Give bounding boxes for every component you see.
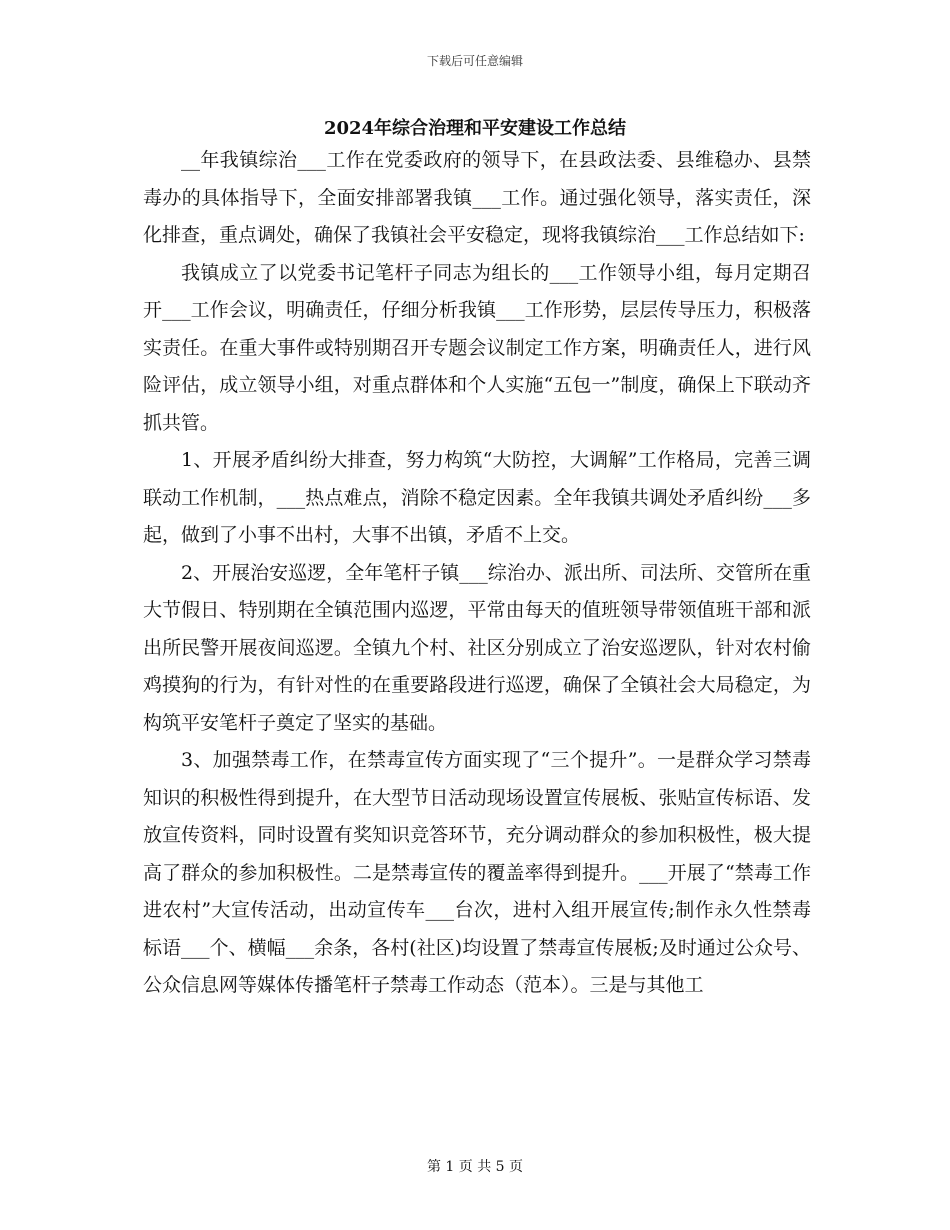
document-title: 2024年综合治理和平安建设工作总结 xyxy=(323,118,627,139)
paragraph-item-1: 1、开展矛盾纠纷大排查，努力构筑“大防控，大调解”工作格局，完善三调联动工作机制，___热点难点，消除不稳定因素。全年我镇共调处矛盾纠纷___多起，做到了小事不出村，大事不出镇，矛盾不上交。 xyxy=(143,449,811,546)
document-body xyxy=(143,142,811,1005)
paragraph-intro: __年我镇综治___工作在党委政府的领导下，在县政法委、县维稳办、县禁毒办的具体指导下，全面安排部署我镇___工作。通过强化领导，落实责任，深化排查，重点调处，确保了我镇社会平安稳定，现将我镇综治___工作总结如下: xyxy=(143,149,811,246)
paragraph-item-2: 2、开展治安巡逻，全年笔杆子镇___综治办、派出所、司法所、交管所在重大节假日、特别期在全镇范围内巡逻，平常由每天的值班领导带领值班干部和派出所民警开展夜间巡逻。全镇九个村、社区分别成立了治安巡逻队，针对农村偷鸡摸狗的行为，有针对性的在重要路段进行巡逻，确保了全镇社会大局稳定，为构筑平安笔杆子奠定了坚实的基础。 xyxy=(143,561,811,734)
page-footer: 第 1 页 共 5 页 xyxy=(426,1159,524,1175)
header-note: 下载后可任意编辑 xyxy=(426,54,523,68)
paragraph-item-3: 3、加强禁毒工作，在禁毒宣传方面实现了“三个提升”。一是群众学习禁毒知识的积极性得到提升，在大型节日活动现场设置宣传展板、张贴宣传标语、发放宣传资料，同时设置有奖知识竞答环节，充分调动群众的参加积极性，极大提高了群众的参加积极性。二是禁毒宣传的覆盖率得到提升。___开展了“禁毒工作进农村”大宣传活动，出动宣传车___台次，进村入组开展宣传;制作永久性禁毒标语___个、横幅___余条，各村(社区)均设置了禁毒宣传展板;及时通过公众号、公众信息网等媒体传播笔杆子禁毒工作动态（范本）。三是与其他工 xyxy=(143,749,811,996)
paragraph-leadership: 我镇成立了以党委书记笔杆子同志为组长的___工作领导小组，每月定期召开___工作会议，明确责任，仔细分析我镇___工作形势，层层传导压力，积极落实责任。在重大事件或特别期召开专题会议制定工作方案，明确责任人，进行风险评估，成立领导小组，对重点群体和个人实施“五包一”制度，确保上下联动齐抓共管。 xyxy=(143,261,811,434)
